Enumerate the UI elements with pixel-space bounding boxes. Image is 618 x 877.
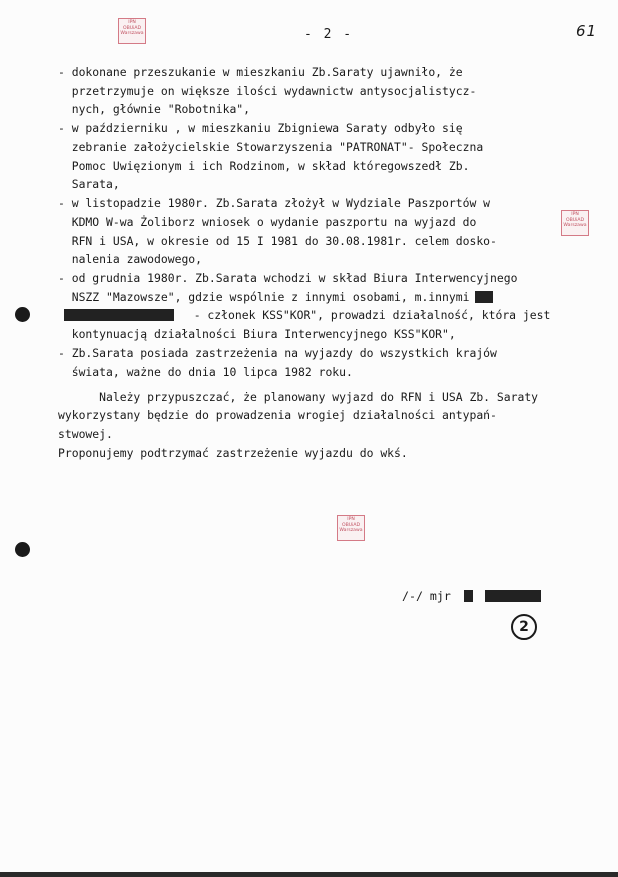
text-line: Proponujemy podtrzymać zastrzeżenie wyjazdu do wkś. bbox=[58, 446, 408, 460]
text-line: Należy przypuszczać, że planowany wyjazd do RFN i USA Zb. Saraty bbox=[58, 390, 539, 404]
corner-annotation: 61 bbox=[576, 22, 598, 40]
text-line: wykorzystany będzie do prowadzenia wrogiej działalności antypań- bbox=[58, 408, 497, 422]
text-line: RFN i USA, w okresie od 15 I 1981 do 30.08.1981r. celem dosko- bbox=[58, 234, 497, 248]
text-line: przetrzymuje on większe ilości wydawnictw antysocjalistycz- bbox=[58, 84, 477, 98]
punch-hole bbox=[15, 542, 30, 557]
text-line: kontynuacją działalności Biura Interwencyjnego KSS"KOR", bbox=[58, 327, 456, 341]
archive-stamp: IPN OBUiAD Warszawa bbox=[561, 210, 589, 236]
text-line bbox=[58, 289, 493, 305]
redaction-bar bbox=[485, 590, 541, 602]
signature-line bbox=[402, 589, 541, 603]
page-number: - 2 - bbox=[304, 27, 354, 42]
text-line: Sarata, bbox=[58, 177, 120, 191]
text-line bbox=[58, 307, 550, 323]
text-line-part: - członek KSS"KOR", prowadzi działalność, która jest bbox=[180, 308, 551, 322]
scan-edge bbox=[0, 872, 618, 877]
text-line: - w październiku , w mieszkaniu Zbigniewa Saraty odbyło się bbox=[58, 121, 463, 135]
text-line: stwowej. bbox=[58, 427, 113, 441]
text-line: nalenia zawodowego, bbox=[58, 252, 203, 266]
text-line-part: NSZZ "Mazowsze", gdzie wspólnie z innymi osobami, m.innymi bbox=[58, 290, 470, 304]
redaction-bar bbox=[464, 590, 473, 602]
text-line: - od grudnia 1980r. Zb.Sarata wchodzi w skład Biura Interwencyjnego bbox=[58, 271, 518, 285]
archive-stamp: IPN OBUiAD Warszawa bbox=[337, 515, 365, 541]
text-line: - dokonane przeszukanie w mieszkaniu Zb.Saraty ujawniło, że bbox=[58, 65, 463, 79]
circled-number: 2 bbox=[511, 614, 537, 640]
redaction-bar bbox=[64, 309, 174, 321]
redaction-bar bbox=[475, 291, 493, 303]
archive-stamp: IPN OBUiAD Warszawa bbox=[118, 18, 146, 44]
text-line: świata, ważne do dnia 10 lipca 1982 roku. bbox=[58, 365, 353, 379]
text-line: - w listopadzie 1980r. Zb.Sarata złożył w Wydziale Paszportów w bbox=[58, 196, 491, 210]
text-line: zebranie założycielskie Stowarzyszenia "PATRONAT"- Społeczna bbox=[58, 140, 484, 154]
punch-hole bbox=[15, 307, 30, 322]
text-line: nych, głównie "Robotnika", bbox=[58, 102, 251, 116]
text-line: - Zb.Sarata posiada zastrzeżenia na wyjazdy do wszystkich krajów bbox=[58, 346, 497, 360]
text-line: KDMO W-wa Żoliborz wniosek o wydanie paszportu na wyjazd do bbox=[58, 215, 477, 229]
text-line: Pomoc Uwięzionym i ich Rodzinom, w skład któregowszedł Zb. bbox=[58, 159, 470, 173]
signature-text: /-/ mjr bbox=[402, 589, 451, 603]
